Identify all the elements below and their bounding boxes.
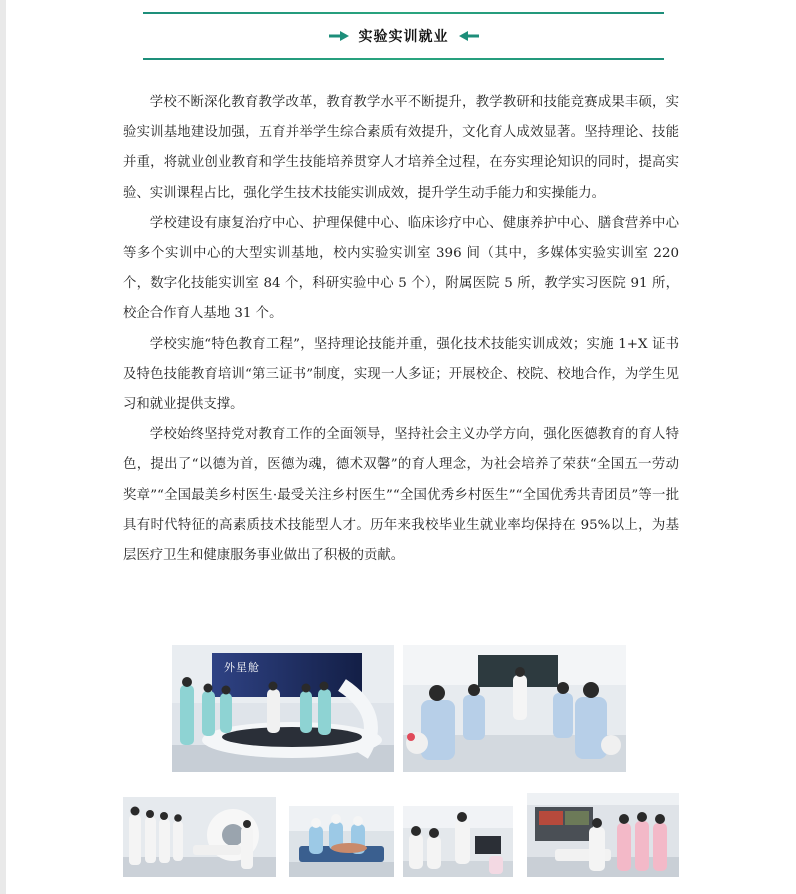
header-title-row — [143, 25, 664, 47]
photo-virtual-anatomy-lab — [172, 645, 394, 772]
paragraph-2: 学校建设有康复治疗中心、护理保健中心、临床诊疗中心、健康养护中心、膳食营养中心等多个实训中心的大型实训基地，校内实验实训室 396 间（其中，多媒体实验实训室 220 个，数字化技能实训室 84 个，科研实验中心 5 个），附属医院 5 所，教学实习医院 91 所，校企合作育人基地 31 个。 — [123, 215, 679, 322]
header-top-rule — [143, 12, 664, 14]
arrow-right-icon — [329, 31, 349, 41]
photo-dental-training-lab — [403, 645, 626, 772]
header-bottom-rule — [143, 58, 664, 60]
section-header — [143, 12, 664, 60]
page-edge — [0, 0, 6, 894]
photo-nursing-practice — [289, 806, 394, 877]
photo-imaging-room — [123, 797, 276, 877]
section-title: 实验实训就业 — [358, 29, 449, 45]
body-text — [123, 88, 679, 571]
arrow-left-icon — [459, 31, 479, 41]
paragraph-4: 学校始终坚持党对教育工作的全面领导，坚持社会主义办学方向，强化医德教育的育人特色，提出了“以德为首，医德为魂，德术双馨”的育人理念，为社会培养了荣获“全国五一劳动奖章”“全国最美乡村医生·最受关注乡村医生”“全国优秀乡村医生”“全国优秀共青团员”等一批具有时代特征的高素质技术技能型人才。历年来我校毕业生就业率均保持在 95%以上，为基层医疗卫生和健康服务事业做出了积极的贡献。 — [123, 427, 679, 564]
photo-clinical-teaching — [403, 806, 513, 877]
paragraph-1: 学校不断深化教育教学改革，教育教学水平不断提升，教学教研和技能竞赛成果丰硕，实验实训基地建设加强，五育并举学生综合素质有效提升，文化育人成效显著。坚持理论、技能并重，将就业创业教育和学生技能培养贯穿人才培养全过程，在夯实理论知识的同时，提高实验、实训课程占比，强化学生技术技能实训成效，提升学生动手能力和实操能力。 — [123, 95, 679, 201]
photo-simulation-ward — [527, 793, 679, 877]
paragraph-3: 学校实施“特色教育工程”，坚持理论技能并重，强化技术技能实训成效；实施 1+X 证书及特色技能教育培训“第三证书”制度，实现一人多证；开展校企、校院、校地合作，为学生见习和就业提供支撑。 — [123, 336, 679, 413]
photo-sign-text: 外星舱 — [224, 661, 260, 674]
